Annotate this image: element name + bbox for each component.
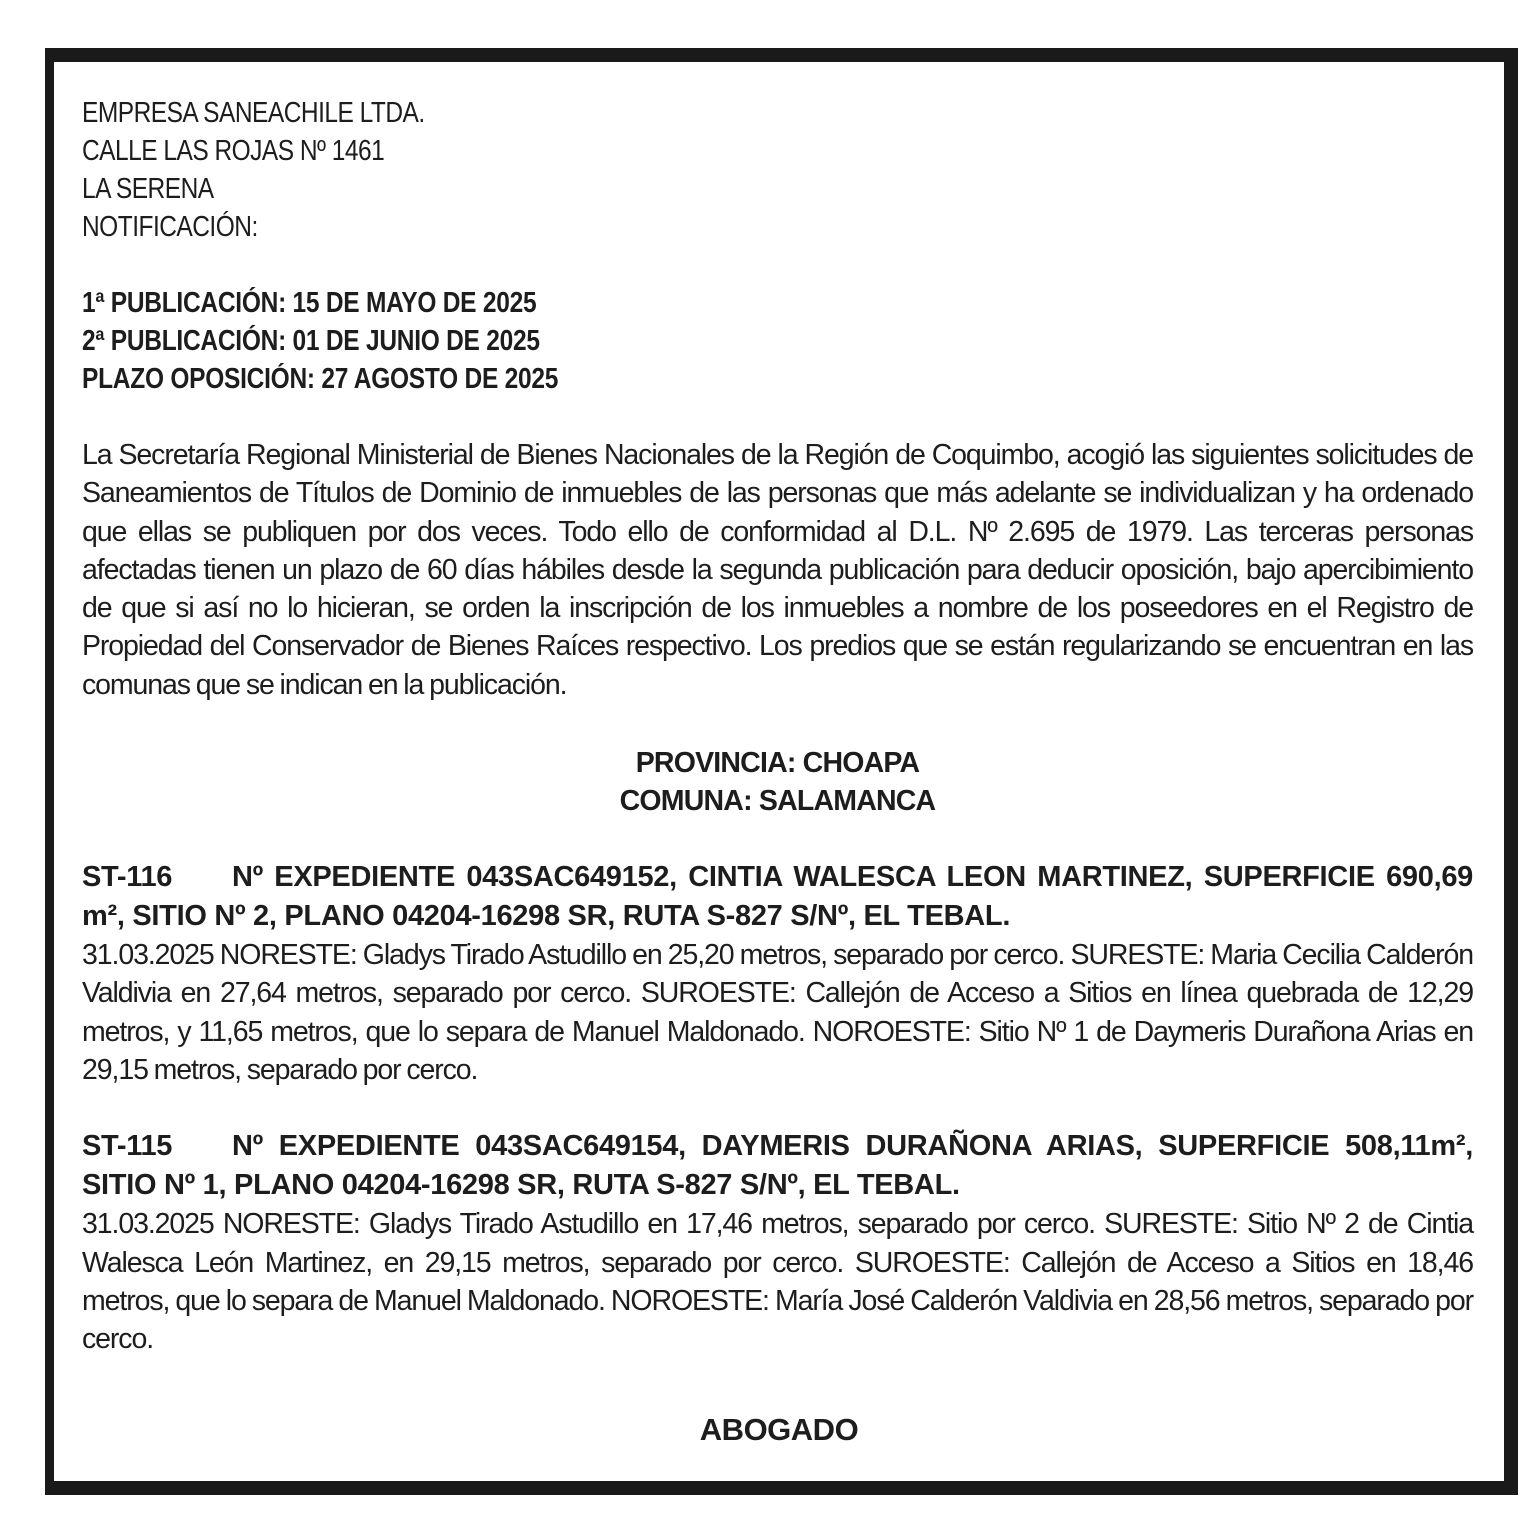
opposition-deadline: PLAZO OPOSICIÓN: 27 AGOSTO DE 2025	[82, 363, 559, 395]
company-name: EMPRESA SANEACHILE LTDA.	[82, 97, 425, 129]
list-item	[82, 858, 1473, 1089]
item-heading: Nº EXPEDIENTE 043SAC649152, CINTIA WALESCA LEON MARTINEZ, SUPERFICIE 690,69 m², SITIO Nº 2, PLANO 04204-16298 SR, RUTA S-827 S/Nº, EL TEBAL.	[82, 861, 1473, 933]
list-item	[82, 1127, 1473, 1358]
item-description: 31.03.2025 NORESTE: Gladys Tirado Astudillo en 25,20 metros, separado por cerco. SURESTE: Maria Cecilia Calderón Valdivia en 27,64 metros, separado por cerco. SUROESTE: Callejón de Acceso a Sitios en línea quebrada de 12,29 metros, y 11,65 metros, que lo separa de Manuel Maldonado. NOROESTE: Sitio Nº 1 de Daymeris Durañona Arias en 29,15 metros, separado por cerco.	[82, 939, 1473, 1086]
signature-label: ABOGADO	[699, 1412, 859, 1447]
company-address: CALLE LAS ROJAS Nº 1461	[82, 135, 385, 167]
first-publication: 1ª PUBLICACIÓN: 15 DE MAYO DE 2025	[82, 287, 537, 319]
intro-paragraph: La Secretaría Regional Ministerial de Bienes Nacionales de la Región de Coquimbo, acogió las siguientes solicitudes de Saneamientos de Títulos de Dominio de inmuebles de las personas que más adelante se individualizan y ha ordenado que ellas se publiquen por dos veces. Todo ello de conformidad al D.L. Nº 2.695 de 1979. Las terceras personas afectadas tienen un plazo de 60 días hábiles desde la segunda publicación para deducir oposición, bajo apercibimiento de que si así no lo hicieran, se orden la inscripción de los inmuebles a nombre de los poseedores en el Registro de Propiedad del Conservador de Bienes Raíces respectivo. Los predios que se están regularizando se encuentran en las comunas que se indican en la publicación.	[82, 439, 1473, 701]
publication-dates	[82, 284, 1473, 398]
province-label: PROVINCIA: CHOAPA	[635, 747, 920, 780]
item-heading: Nº EXPEDIENTE 043SAC649154, DAYMERIS DURAÑONA ARIAS, SUPERFICIE 508,11m², SITIO Nº 1, PLANO 04204-16298 SR, RUTA S-827 S/Nº, EL TEBAL.	[82, 1130, 1473, 1202]
item-code: ST-116	[82, 861, 173, 894]
item-title	[82, 858, 1473, 936]
notice-frame	[45, 48, 1518, 1495]
notice-content	[82, 94, 1473, 1396]
item-title	[82, 1127, 1473, 1205]
item-description: 31.03.2025 NORESTE: Gladys Tirado Astudillo en 17,46 metros, separado por cerco. SURESTE: Sitio Nº 2 de Cintia Walesca León Martinez, en 29,15 metros, separado por cerco. SUROESTE: Callejón de Acceso a Sitios en 18,46 metros, que lo separa de Manuel Maldonado. NOROESTE: María José Calderón Valdivia en 28,56 metros, separado por cerco.	[82, 1208, 1473, 1356]
commune-label: COMUNA: SALAMANCA	[619, 785, 936, 818]
company-city: LA SERENA	[82, 173, 214, 205]
second-publication: 2ª PUBLICACIÓN: 01 DE JUNIO DE 2025	[82, 325, 540, 357]
notice-label: NOTIFICACIÓN:	[82, 211, 258, 243]
location-heading	[82, 744, 1473, 820]
sender-block	[82, 94, 1473, 246]
item-code: ST-115	[82, 1130, 173, 1163]
